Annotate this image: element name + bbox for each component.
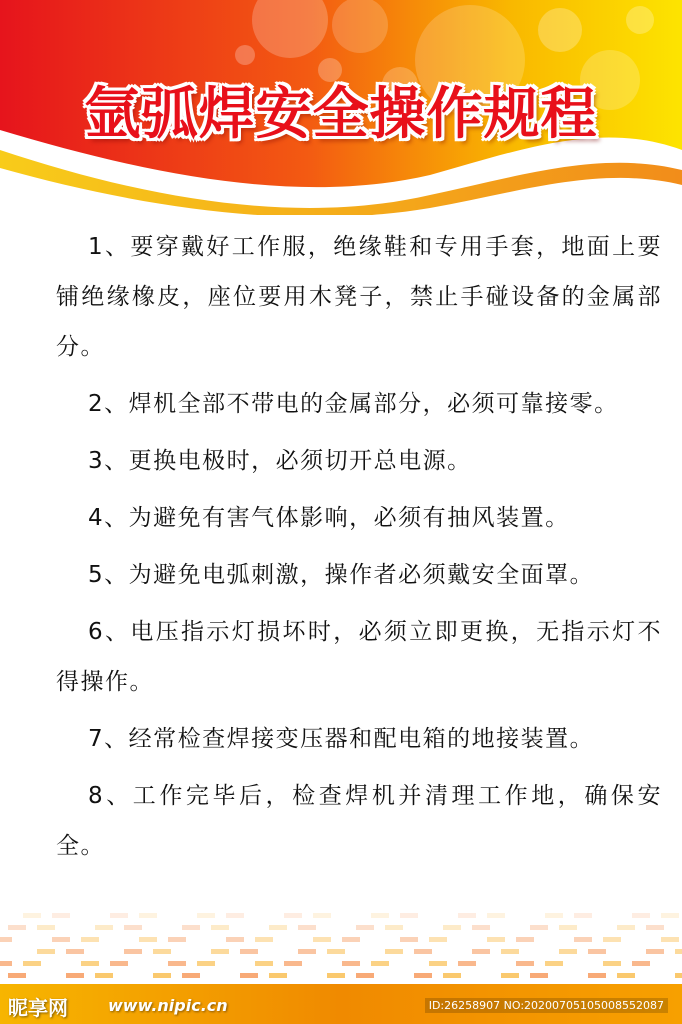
decor-tile	[675, 949, 682, 954]
decor-tile	[81, 937, 99, 942]
footer-decoration	[0, 905, 682, 985]
decor-tile	[356, 973, 374, 978]
rules-list	[56, 222, 662, 878]
decor-tile	[646, 925, 664, 930]
decor-tile	[327, 949, 345, 954]
decor-tile	[516, 937, 534, 942]
decor-tile	[574, 937, 592, 942]
decor-tile	[197, 961, 215, 966]
decor-tile	[429, 937, 447, 942]
decor-tile	[66, 973, 84, 978]
decor-tile	[269, 973, 287, 978]
decor-tile	[95, 973, 113, 978]
decor-tile	[342, 937, 360, 942]
decor-tile	[327, 973, 345, 978]
rule-item: 7、经常检查焊接变压器和配电箱的地接装置。	[88, 726, 595, 752]
decor-tile	[8, 973, 26, 978]
decor-tile	[414, 949, 432, 954]
decor-tile	[617, 925, 635, 930]
decor-tile	[284, 961, 302, 966]
watermark-url: www.nipic.cn	[108, 996, 228, 1015]
decor-tile	[226, 913, 244, 918]
decor-tile	[95, 925, 113, 930]
decor-tile	[240, 949, 258, 954]
decor-tile	[458, 913, 476, 918]
decor-tile	[559, 949, 577, 954]
decor-tile	[52, 937, 70, 942]
decor-tile	[313, 913, 331, 918]
decor-tile	[400, 913, 418, 918]
decor-tile	[559, 925, 577, 930]
rule-item: 5、为避免电弧刺激，操作者必须戴安全面罩。	[88, 562, 595, 588]
rule-item: 4、为避免有害气体影响，必须有抽风装置。	[88, 505, 570, 531]
decor-tile	[414, 973, 432, 978]
decor-tile	[197, 913, 215, 918]
decor-tile	[298, 949, 316, 954]
decor-tile	[545, 961, 563, 966]
decor-tile	[545, 913, 563, 918]
decor-tile	[182, 973, 200, 978]
rule-item: 2、焊机全部不带电的金属部分，必须可靠接零。	[88, 391, 619, 417]
rule-item: 3、更换电极时，必须切开总电源。	[88, 448, 472, 474]
decor-tile	[168, 937, 186, 942]
decor-tile	[110, 913, 128, 918]
decor-tile	[37, 925, 55, 930]
decor-tile	[588, 949, 606, 954]
decor-tile	[139, 913, 157, 918]
decor-tile	[23, 961, 41, 966]
decor-tile	[356, 925, 374, 930]
watermark-logo: 昵享网	[8, 996, 68, 1020]
decor-tile	[443, 925, 461, 930]
rule-item: 6、电压指示灯损坏时，必须立即更换，无指示灯不得操作。	[56, 619, 662, 695]
decor-tile	[240, 973, 258, 978]
decor-tile	[255, 937, 273, 942]
decor-tile	[211, 925, 229, 930]
decor-tile	[81, 961, 99, 966]
watermark-id: ID:26258907 NO:20200705105008552087	[425, 998, 668, 1013]
decor-tile	[211, 949, 229, 954]
decor-tile	[646, 949, 664, 954]
decor-tile	[603, 937, 621, 942]
decor-tile	[530, 925, 548, 930]
page-title: 氩弧焊安全操作规程	[84, 82, 598, 147]
decor-tile	[588, 973, 606, 978]
decor-tile	[632, 913, 650, 918]
decor-tile	[603, 961, 621, 966]
decor-tile	[153, 949, 171, 954]
decor-tile	[313, 937, 331, 942]
decor-tile	[385, 949, 403, 954]
decor-tile	[371, 913, 389, 918]
decor-tile	[632, 961, 650, 966]
decor-tile	[66, 949, 84, 954]
decor-tile	[487, 913, 505, 918]
decor-tile	[574, 913, 592, 918]
decor-tile	[182, 925, 200, 930]
decor-tile	[124, 925, 142, 930]
decor-tile	[472, 949, 490, 954]
rule-item: 8、工作完毕后，检查焊机并清理工作地，确保安全。	[56, 783, 662, 859]
decor-tile	[661, 937, 679, 942]
decor-tile	[124, 949, 142, 954]
decor-tile	[0, 937, 12, 942]
decor-tile	[153, 973, 171, 978]
decor-tile	[516, 961, 534, 966]
decor-tile	[501, 973, 519, 978]
decor-tile	[501, 949, 519, 954]
decor-tile	[661, 913, 679, 918]
decor-tile	[284, 913, 302, 918]
decor-tile	[385, 925, 403, 930]
decor-tile	[458, 961, 476, 966]
decor-tile	[226, 937, 244, 942]
decor-tile	[298, 925, 316, 930]
decor-tile	[37, 949, 55, 954]
decor-tile	[110, 961, 128, 966]
decor-tile	[0, 961, 12, 966]
decor-tile	[443, 973, 461, 978]
decor-tile	[530, 973, 548, 978]
decor-tile	[342, 961, 360, 966]
decor-tile	[371, 961, 389, 966]
rule-item: 1、要穿戴好工作服，绝缘鞋和专用手套，地面上要铺绝缘橡皮，座位要用木凳子，禁止手碰设备的金属部分。	[56, 234, 662, 360]
decor-tile	[429, 961, 447, 966]
decor-tile	[23, 913, 41, 918]
decor-tile	[269, 925, 287, 930]
decor-tile	[617, 973, 635, 978]
decor-tile	[8, 925, 26, 930]
decor-tile	[52, 913, 70, 918]
decor-tile	[168, 961, 186, 966]
decor-tile	[472, 925, 490, 930]
decor-tile	[400, 937, 418, 942]
decor-tile	[139, 937, 157, 942]
decor-tile	[675, 973, 682, 978]
decor-tile	[255, 961, 273, 966]
decor-tile	[487, 937, 505, 942]
